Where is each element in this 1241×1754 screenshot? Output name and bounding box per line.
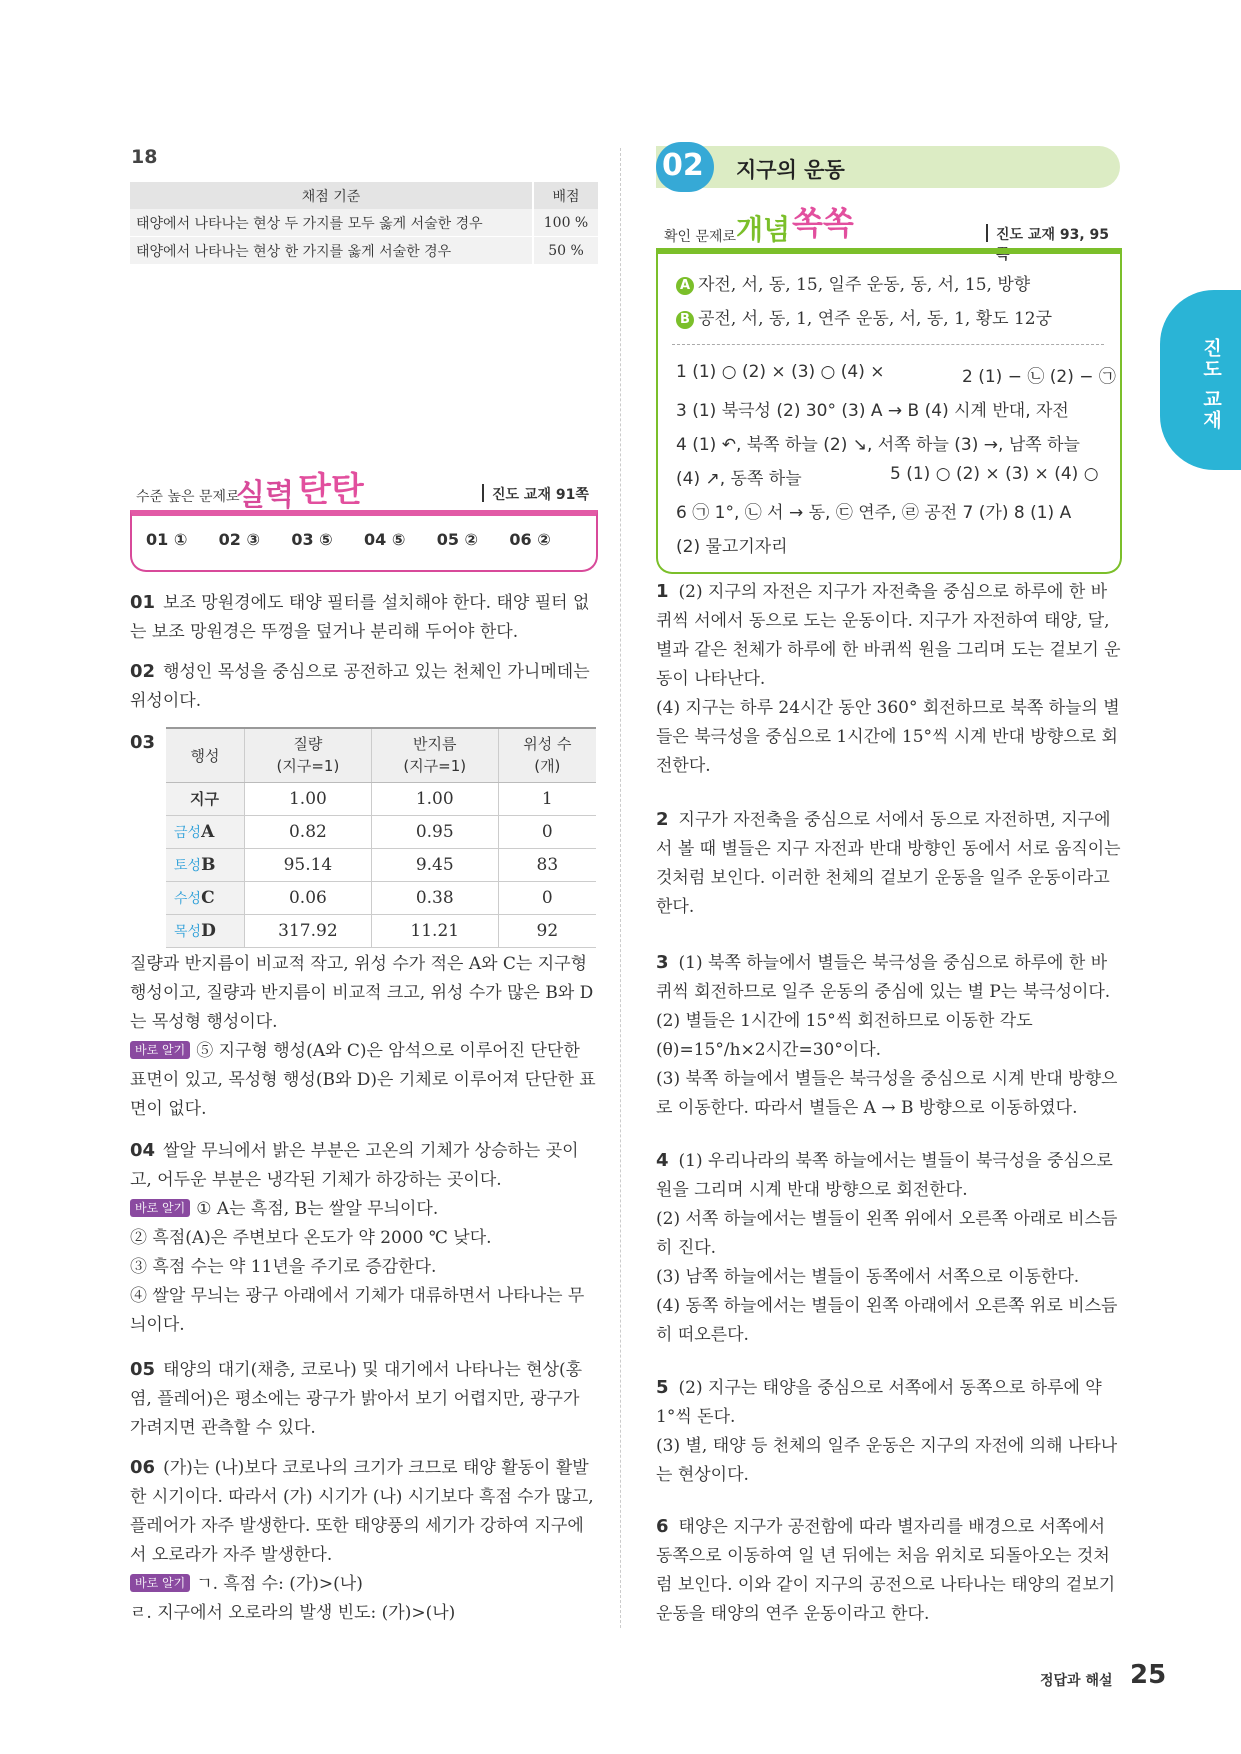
explanation-03-text: 질량과 반지름이 비교적 작고, 위성 수가 적은 A와 C는 지구형 행성이고, 질량과 반지름이 비교적 크고, 위성 수가 많은 B와 D는 목성형 행성이다. bbox=[130, 954, 594, 1032]
explanation-01-text: 보조 망원경에도 태양 필터를 설치해야 한다. 태양 필터 없는 보조 망원경은 뚜껑을 덮거나 분리해 두어야 한다. bbox=[130, 593, 590, 642]
explanation-06-text: (가)는 (나)보다 코로나의 크기가 크므로 태양 활동이 활발한 시기이다. 따라서 (가) 시기가 (나) 시기보다 흑점 수가 많고, 플레어가 자주 발생한다. 또한 태양풍의 세기가 강하여 지구에서 오로라가 자주 발생한다. bbox=[130, 1458, 594, 1565]
page-number: 25 bbox=[1130, 1660, 1167, 1690]
answer-01: 01 ① bbox=[146, 530, 188, 549]
answer-line-5: 6 ㉠ 1°, ㉡ 서 → 동, ㉢ 연주, ㉣ 공전 7 (가) 8 (1) A bbox=[676, 503, 1072, 523]
planet-header-radius-label: 반지름 bbox=[413, 735, 457, 754]
section-title-a: 실력 bbox=[236, 478, 294, 513]
badge-A: A bbox=[676, 277, 694, 295]
planet-moons: 83 bbox=[498, 848, 596, 881]
planet-header-moons-unit: (개) bbox=[534, 757, 561, 776]
explanation-r5-p2: (3) 별, 태양 등 천체의 일주 운동은 지구의 자전에 의해 나타나는 현상이다. bbox=[656, 1436, 1118, 1485]
explanation-r1-number: 1 bbox=[656, 581, 669, 602]
question-18-number: 18 bbox=[131, 146, 158, 168]
answer-list bbox=[132, 516, 596, 563]
section-ref: 진도 교재 91쪽 bbox=[492, 487, 589, 503]
explanation-r1-p2: (4) 지구는 하루 24시간 동안 360° 회전하므로 북쪽 하늘의 별들은 북극성을 중심으로 1시간에 15°씩 시계 반대 방향으로 회전한다. bbox=[656, 698, 1120, 776]
answer-02: 02 ③ bbox=[218, 530, 261, 549]
blank-answer-A-text: 자전, 서, 동, 15, 일주 운동, 동, 서, 15, 방향 bbox=[698, 275, 1031, 295]
blank-answer-B-text: 공전, 서, 동, 1, 연주 운동, 서, 동, 1, 황도 12궁 bbox=[698, 309, 1053, 329]
planet-radius: 9.45 bbox=[371, 848, 498, 881]
explanation-01 bbox=[130, 588, 598, 647]
explanation-06-number: 06 bbox=[130, 1457, 156, 1478]
explanation-r5 bbox=[656, 1373, 1122, 1490]
section-prefix: 수준 높은 문제로 bbox=[136, 489, 240, 505]
chapter-header bbox=[656, 146, 1120, 188]
planet-row bbox=[166, 848, 596, 881]
explanation-04-line-1: ① A는 흑점, B는 쌀알 무늬이다. bbox=[196, 1199, 439, 1219]
explanation-05 bbox=[130, 1355, 598, 1443]
explanation-r3 bbox=[656, 948, 1122, 1123]
concept-ref-divider bbox=[986, 224, 988, 242]
explanation-r4-p1: (1) 우리나라의 북쪽 하늘에서는 별들이 북극성을 중심으로 원을 그리며 시계 반대 방향으로 회전한다. bbox=[656, 1151, 1113, 1200]
planet-mass: 95.14 bbox=[245, 848, 372, 881]
planet-header-moons bbox=[498, 728, 596, 782]
correction-badge: 바로 알기 bbox=[130, 1199, 190, 1217]
footer-label: 정답과 해설 bbox=[1040, 1673, 1113, 1689]
answer-line-4a: (4) ↗, 동쪽 하늘 bbox=[676, 469, 802, 489]
planet-row-label bbox=[166, 782, 245, 815]
planet-radius: 0.38 bbox=[371, 881, 498, 914]
explanation-r5-number: 5 bbox=[656, 1377, 669, 1398]
answer-line-4b: 5 (1) ○ (2) × (3) × (4) ○ bbox=[890, 464, 1099, 484]
blank-answer-B bbox=[676, 304, 1052, 329]
explanation-r2 bbox=[656, 805, 1122, 922]
planet-moons: 1 bbox=[498, 782, 596, 815]
explanation-r3-number: 3 bbox=[656, 952, 669, 973]
explanation-r1-p1: (2) 지구의 자전은 지구가 자전축을 중심으로 하루에 한 바퀴씩 서에서 동으로 도는 운동이다. 지구가 자전하여 태양, 달, 별과 같은 천체가 하루에 한 바퀴씩 원을 그리며 도는 겉보기 운동이 나타난다. bbox=[656, 582, 1121, 689]
planet-moons: 0 bbox=[498, 815, 596, 848]
box-divider bbox=[672, 344, 1104, 345]
planet-header-moons-label: 위성 수 bbox=[523, 735, 572, 754]
column-divider bbox=[620, 148, 621, 1628]
section-title-b: 탄탄 bbox=[298, 470, 364, 510]
scoring-header-criteria: 채점 기준 bbox=[130, 182, 533, 209]
explanation-04 bbox=[130, 1136, 598, 1340]
answer-line-2: 3 (1) 북극성 (2) 30° (3) A → B (4) 시계 반대, 자전 bbox=[676, 401, 1069, 421]
explanation-r3-p2: (2) 별들은 1시간에 15°씩 회전하므로 이동한 각도(θ)=15°/h×2시간=30°이다. bbox=[656, 1011, 1033, 1060]
planet-mass: 0.82 bbox=[245, 815, 372, 848]
concept-title-a: 개념 bbox=[736, 213, 791, 246]
section-header-concept bbox=[656, 200, 1122, 263]
planet-header-radius-unit: (지구=1) bbox=[403, 757, 467, 776]
explanation-r6-number: 6 bbox=[656, 1516, 669, 1537]
concept-ref: 진도 교재 93, 95쪽 bbox=[996, 227, 1110, 263]
answer-line-1b: 2 (1) − ㉡ (2) − ㉠ bbox=[962, 367, 1116, 387]
explanation-06-line-2: ㄹ. 지구에서 오로라의 발생 빈도: (가)>(나) bbox=[130, 1603, 456, 1623]
explanation-05-text: 태양의 대기(채층, 코로나) 및 대기에서 나타나는 현상(홍염, 플레어)은 평소에는 광구가 밝아서 보기 어렵지만, 광구가 가려지면 관측할 수 있다. bbox=[130, 1360, 583, 1438]
chapter-number: 02 bbox=[662, 148, 704, 183]
concept-prefix: 확인 문제로 bbox=[664, 229, 737, 245]
explanation-05-number: 05 bbox=[130, 1359, 156, 1380]
planet-label-earth: 지구 bbox=[190, 790, 219, 808]
explanation-r1 bbox=[656, 577, 1122, 781]
explanation-r4-p4: (4) 동쪽 하늘에서는 별들이 왼쪽 아래에서 오른쪽 위로 비스듬히 떠오른다. bbox=[656, 1296, 1118, 1345]
planet-row bbox=[166, 914, 596, 947]
planet-moons: 0 bbox=[498, 881, 596, 914]
planet-table bbox=[166, 727, 596, 948]
planet-header-planet: 행성 bbox=[166, 728, 245, 782]
explanation-03-number: 03 bbox=[130, 732, 156, 753]
answer-box-advanced bbox=[130, 510, 598, 572]
answer-05: 05 ② bbox=[436, 530, 479, 549]
explanation-04-line-2: ② 흑점(A)은 주변보다 온도가 약 2000 ℃ 낮다. bbox=[130, 1228, 492, 1248]
explanation-03-note-text: ⑤ 지구형 행성(A와 C)은 암석으로 이루어진 단단한 표면이 있고, 목성형 행성(B와 D)은 기체로 이루어져 단단한 표면이 없다. bbox=[130, 1041, 596, 1119]
planet-row-label: 수성C bbox=[166, 881, 245, 914]
concept-title-b: 쏙쏙 bbox=[792, 204, 854, 242]
scoring-row-1-criteria: 태양에서 나타나는 현상 두 가지를 모두 옳게 서술한 경우 bbox=[130, 209, 533, 237]
explanation-r2-p1: 지구가 자전축을 중심으로 서에서 동으로 자전하면, 지구에서 볼 때 별들은 지구 자전과 반대 방향인 동에서 서로 움직이는 것처럼 보인다. 이러한 천체의 겉보기 운동을 일주 운동이라고 한다. bbox=[656, 810, 1121, 917]
planet-row-label: 토성B bbox=[166, 848, 245, 881]
answer-line-1a: 1 (1) ○ (2) × (3) ○ (4) × bbox=[676, 362, 885, 382]
planet-row bbox=[166, 815, 596, 848]
planet-moons: 92 bbox=[498, 914, 596, 947]
planet-header-radius bbox=[371, 728, 498, 782]
explanation-r4-p2: (2) 서쪽 하늘에서는 별들이 왼쪽 위에서 오른쪽 아래로 비스듬히 진다. bbox=[656, 1209, 1118, 1258]
planet-radius: 0.95 bbox=[371, 815, 498, 848]
planet-row bbox=[166, 782, 596, 815]
planet-row bbox=[166, 881, 596, 914]
section-header-advanced bbox=[130, 468, 598, 513]
section-ref-divider bbox=[482, 484, 484, 502]
planet-header-mass-label: 질량 bbox=[293, 735, 323, 754]
scoring-row-2-points: 50 % bbox=[533, 237, 598, 265]
badge-B: B bbox=[676, 311, 694, 329]
answer-box-concept bbox=[656, 248, 1122, 574]
explanation-02-text: 행성인 목성을 중심으로 공전하고 있는 천체인 가니메데는 위성이다. bbox=[130, 662, 590, 711]
answer-line-6: (2) 물고기자리 bbox=[676, 537, 788, 557]
answer-06: 06 ② bbox=[509, 530, 551, 549]
answer-line-3: 4 (1) ↶, 북쪽 하늘 (2) ↘, 서쪽 하늘 (3) →, 남쪽 하늘 bbox=[676, 435, 1080, 455]
correction-badge: 바로 알기 bbox=[130, 1041, 190, 1059]
answer-04: 04 ⑤ bbox=[364, 530, 406, 549]
explanation-r6-p1: 태양은 지구가 공전함에 따라 별자리를 배경으로 서쪽에서 동쪽으로 이동하여 일 년 뒤에는 처음 위치로 되돌아오는 것처럼 보인다. 이와 같이 지구의 공전으로 나타나는 태양의 겉보기 운동을 태양의 연주 운동이라고 한다. bbox=[656, 1517, 1116, 1624]
explanation-03-note bbox=[130, 1037, 598, 1124]
explanation-04-number: 04 bbox=[130, 1140, 156, 1161]
explanation-r4-p3: (3) 남쪽 하늘에서는 별들이 동쪽에서 서쪽으로 이동한다. bbox=[656, 1267, 1080, 1287]
planet-mass: 0.06 bbox=[245, 881, 372, 914]
explanation-r4-number: 4 bbox=[656, 1150, 669, 1171]
explanation-r4 bbox=[656, 1146, 1122, 1350]
planet-radius: 11.21 bbox=[371, 914, 498, 947]
explanation-02-number: 02 bbox=[130, 661, 156, 682]
blank-answer-A bbox=[676, 270, 1030, 295]
planet-header-mass bbox=[245, 728, 372, 782]
explanation-r5-p1: (2) 지구는 태양을 중심으로 서쪽에서 동쪽으로 하루에 약 1°씩 돈다. bbox=[656, 1378, 1102, 1427]
explanation-02 bbox=[130, 657, 598, 716]
explanation-01-number: 01 bbox=[130, 592, 156, 613]
planet-row-label: 금성A bbox=[166, 815, 245, 848]
explanation-06-line-1: ㄱ. 흑점 수: (가)>(나) bbox=[196, 1574, 363, 1594]
scoring-table bbox=[130, 182, 598, 265]
explanation-r3-p3: (3) 북쪽 하늘에서 별들은 북극성을 중심으로 시계 반대 방향으로 이동한다. 따라서 별들은 A → B 방향으로 이동하였다. bbox=[656, 1069, 1118, 1118]
planet-header-mass-unit: (지구=1) bbox=[276, 757, 340, 776]
side-tab-label: 진도 교재 bbox=[1200, 338, 1222, 431]
explanation-06 bbox=[130, 1453, 598, 1628]
scoring-row-1-points: 100 % bbox=[533, 209, 598, 237]
scoring-row-2-criteria: 태양에서 나타나는 현상 한 가지를 옳게 서술한 경우 bbox=[130, 237, 533, 265]
explanation-r2-number: 2 bbox=[656, 809, 669, 830]
answer-03: 03 ⑤ bbox=[291, 530, 333, 549]
explanation-04-line-3: ③ 흑점 수는 약 11년을 주기로 증감한다. bbox=[130, 1257, 437, 1277]
scoring-header-points: 배점 bbox=[533, 182, 598, 209]
planet-mass: 1.00 bbox=[245, 782, 372, 815]
planet-row-label: 목성D bbox=[166, 914, 245, 947]
planet-mass: 317.92 bbox=[245, 914, 372, 947]
explanation-04-line-4: ④ 쌀알 무늬는 광구 아래에서 기체가 대류하면서 나타나는 무늬이다. bbox=[130, 1286, 585, 1335]
explanation-04-text: 쌀알 무늬에서 밝은 부분은 고온의 기체가 상승하는 곳이고, 어두운 부분은 냉각된 기체가 하강하는 곳이다. bbox=[130, 1141, 579, 1190]
planet-radius: 1.00 bbox=[371, 782, 498, 815]
explanation-r6 bbox=[656, 1512, 1122, 1629]
chapter-title: 지구의 운동 bbox=[736, 158, 845, 182]
explanation-r3-p1: (1) 북쪽 하늘에서 별들은 북극성을 중심으로 하루에 한 바퀴씩 회전하므로 일주 운동의 중심에 있는 별 P는 북극성이다. bbox=[656, 953, 1111, 1002]
correction-badge: 바로 알기 bbox=[130, 1574, 190, 1592]
